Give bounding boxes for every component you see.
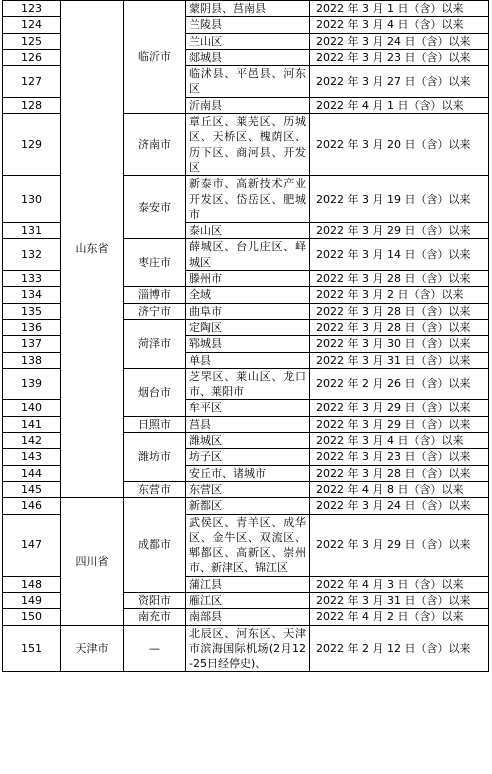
date-cell: 2022 年 2 月 12 日（含）以来 xyxy=(310,625,489,672)
date-cell: 2022 年 3 月 31 日（含）以来 xyxy=(310,592,489,608)
date-cell: 2022 年 4 月 3 日（含）以来 xyxy=(310,576,489,592)
date-cell: 2022 年 3 月 28 日（含）以来 xyxy=(310,271,489,287)
county-cell: 泰山区 xyxy=(186,223,310,239)
date-cell: 2022 年 3 月 31 日（含）以来 xyxy=(310,352,489,368)
date-cell: 2022 年 3 月 29 日（含）以来 xyxy=(310,416,489,432)
table-row xyxy=(3,625,489,672)
county-cell: 郓城县 xyxy=(186,336,310,352)
county-cell: 曲阜市 xyxy=(186,303,310,319)
city-cell: 资阳市 xyxy=(124,592,186,608)
row-number: 148 xyxy=(3,576,61,592)
row-number: 132 xyxy=(3,239,61,271)
row-number: 150 xyxy=(3,609,61,625)
date-cell: 2022 年 4 月 1 日（含）以来 xyxy=(310,97,489,113)
city-cell: 烟台市 xyxy=(124,368,186,416)
county-cell: 南部县 xyxy=(186,609,310,625)
county-cell: 薛城区、台儿庄区、峄城区 xyxy=(186,239,310,271)
row-number: 123 xyxy=(3,1,61,17)
row-number: 133 xyxy=(3,271,61,287)
row-number: 127 xyxy=(3,66,61,98)
county-cell: 兰陵县 xyxy=(186,17,310,33)
row-number: 134 xyxy=(3,287,61,303)
county-cell: 新都区 xyxy=(186,498,310,514)
date-cell: 2022 年 4 月 2 日（含）以来 xyxy=(310,609,489,625)
city-cell: 东营市 xyxy=(124,481,186,497)
county-cell: 安丘市、诸城市 xyxy=(186,465,310,481)
row-number: 129 xyxy=(3,114,61,176)
row-number: 136 xyxy=(3,319,61,335)
row-number: 137 xyxy=(3,336,61,352)
date-cell: 2022 年 2 月 26 日（含）以来 xyxy=(310,368,489,400)
county-cell: 蒲江县 xyxy=(186,576,310,592)
row-number: 130 xyxy=(3,176,61,223)
county-cell: 沂南县 xyxy=(186,97,310,113)
county-cell: 武侯区、青羊区、成华区、金牛区、双流区、郫都区、高新区、崇州市、新津区、锦江区 xyxy=(186,514,310,576)
county-cell: 新泰市、高新技术产业开发区、岱岳区、肥城市 xyxy=(186,176,310,223)
table-row xyxy=(3,498,489,514)
province-cell: 山东省 xyxy=(61,1,124,498)
county-cell: 滕州市 xyxy=(186,271,310,287)
province-cell: 四川省 xyxy=(61,498,124,625)
county-cell: 全域 xyxy=(186,287,310,303)
date-cell: 2022 年 3 月 19 日（含）以来 xyxy=(310,176,489,223)
date-cell: 2022 年 3 月 1 日（含）以来 xyxy=(310,1,489,17)
county-cell: 蒙阴县、莒南县 xyxy=(186,1,310,17)
county-cell: 坊子区 xyxy=(186,449,310,465)
row-number: 124 xyxy=(3,17,61,33)
row-number: 151 xyxy=(3,625,61,672)
date-cell: 2022 年 3 月 14 日（含）以来 xyxy=(310,239,489,271)
date-cell: 2022 年 3 月 2 日（含）以来 xyxy=(310,287,489,303)
date-cell: 2022 年 3 月 29 日（含）以来 xyxy=(310,400,489,416)
date-cell: 2022 年 3 月 29 日（含）以来 xyxy=(310,223,489,239)
row-number: 126 xyxy=(3,49,61,65)
region-table xyxy=(2,0,489,672)
date-cell: 2022 年 3 月 23 日（含）以来 xyxy=(310,49,489,65)
date-cell: 2022 年 3 月 24 日（含）以来 xyxy=(310,498,489,514)
city-cell: 济宁市 xyxy=(124,303,186,319)
row-number: 143 xyxy=(3,449,61,465)
city-cell: 淄博市 xyxy=(124,287,186,303)
row-number: 140 xyxy=(3,400,61,416)
date-cell: 2022 年 4 月 8 日（含）以来 xyxy=(310,481,489,497)
date-cell: 2022 年 3 月 28 日（含）以来 xyxy=(310,319,489,335)
date-cell: 2022 年 3 月 28 日（含）以来 xyxy=(310,303,489,319)
city-cell: 南充市 xyxy=(124,609,186,625)
county-cell: 定陶区 xyxy=(186,319,310,335)
province-cell: 天津市 xyxy=(61,625,124,672)
date-cell: 2022 年 3 月 27 日（含）以来 xyxy=(310,66,489,98)
row-number: 149 xyxy=(3,592,61,608)
county-cell: 芝罘区、莱山区、龙口市、莱阳市 xyxy=(186,368,310,400)
county-cell: 牟平区 xyxy=(186,400,310,416)
county-cell: 单县 xyxy=(186,352,310,368)
county-cell: 东营区 xyxy=(186,481,310,497)
city-cell: 枣庄市 xyxy=(124,239,186,287)
row-number: 135 xyxy=(3,303,61,319)
city-cell: 临沂市 xyxy=(124,1,186,114)
city-cell: 济南市 xyxy=(124,114,186,176)
row-number: 146 xyxy=(3,498,61,514)
city-cell: 成都市 xyxy=(124,498,186,593)
county-cell: 北辰区、河东区、天津市滨海国际机场(2月12-25日经停史)、 xyxy=(186,625,310,672)
date-cell: 2022 年 3 月 23 日（含）以来 xyxy=(310,449,489,465)
county-cell: 雁江区 xyxy=(186,592,310,608)
row-number: 128 xyxy=(3,97,61,113)
row-number: 142 xyxy=(3,433,61,449)
row-number: 139 xyxy=(3,368,61,400)
date-cell: 2022 年 3 月 29 日（含）以来 xyxy=(310,514,489,576)
row-number: 125 xyxy=(3,33,61,49)
date-cell: 2022 年 3 月 30 日（含）以来 xyxy=(310,336,489,352)
row-number: 131 xyxy=(3,223,61,239)
county-cell: 潍城区 xyxy=(186,433,310,449)
city-cell: 潍坊市 xyxy=(124,433,186,482)
county-cell: 临沭县、平邑县、河东区 xyxy=(186,66,310,98)
date-cell: 2022 年 3 月 20 日（含）以来 xyxy=(310,114,489,176)
county-cell: 郯城县 xyxy=(186,49,310,65)
table-row xyxy=(3,1,489,17)
date-cell: 2022 年 3 月 4 日（含）以来 xyxy=(310,433,489,449)
date-cell: 2022 年 3 月 28 日（含）以来 xyxy=(310,465,489,481)
city-cell: 日照市 xyxy=(124,416,186,432)
city-cell: 泰安市 xyxy=(124,176,186,239)
row-number: 147 xyxy=(3,514,61,576)
row-number: 141 xyxy=(3,416,61,432)
city-cell: — xyxy=(124,625,186,672)
county-cell: 莒县 xyxy=(186,416,310,432)
county-cell: 章丘区、莱芜区、历城区、天桥区、槐荫区、历下区、商河县、开发区 xyxy=(186,114,310,176)
city-cell: 菏泽市 xyxy=(124,319,186,368)
county-cell: 兰山区 xyxy=(186,33,310,49)
date-cell: 2022 年 3 月 24 日（含）以来 xyxy=(310,33,489,49)
row-number: 138 xyxy=(3,352,61,368)
date-cell: 2022 年 3 月 4 日（含）以来 xyxy=(310,17,489,33)
row-number: 144 xyxy=(3,465,61,481)
row-number: 145 xyxy=(3,481,61,497)
